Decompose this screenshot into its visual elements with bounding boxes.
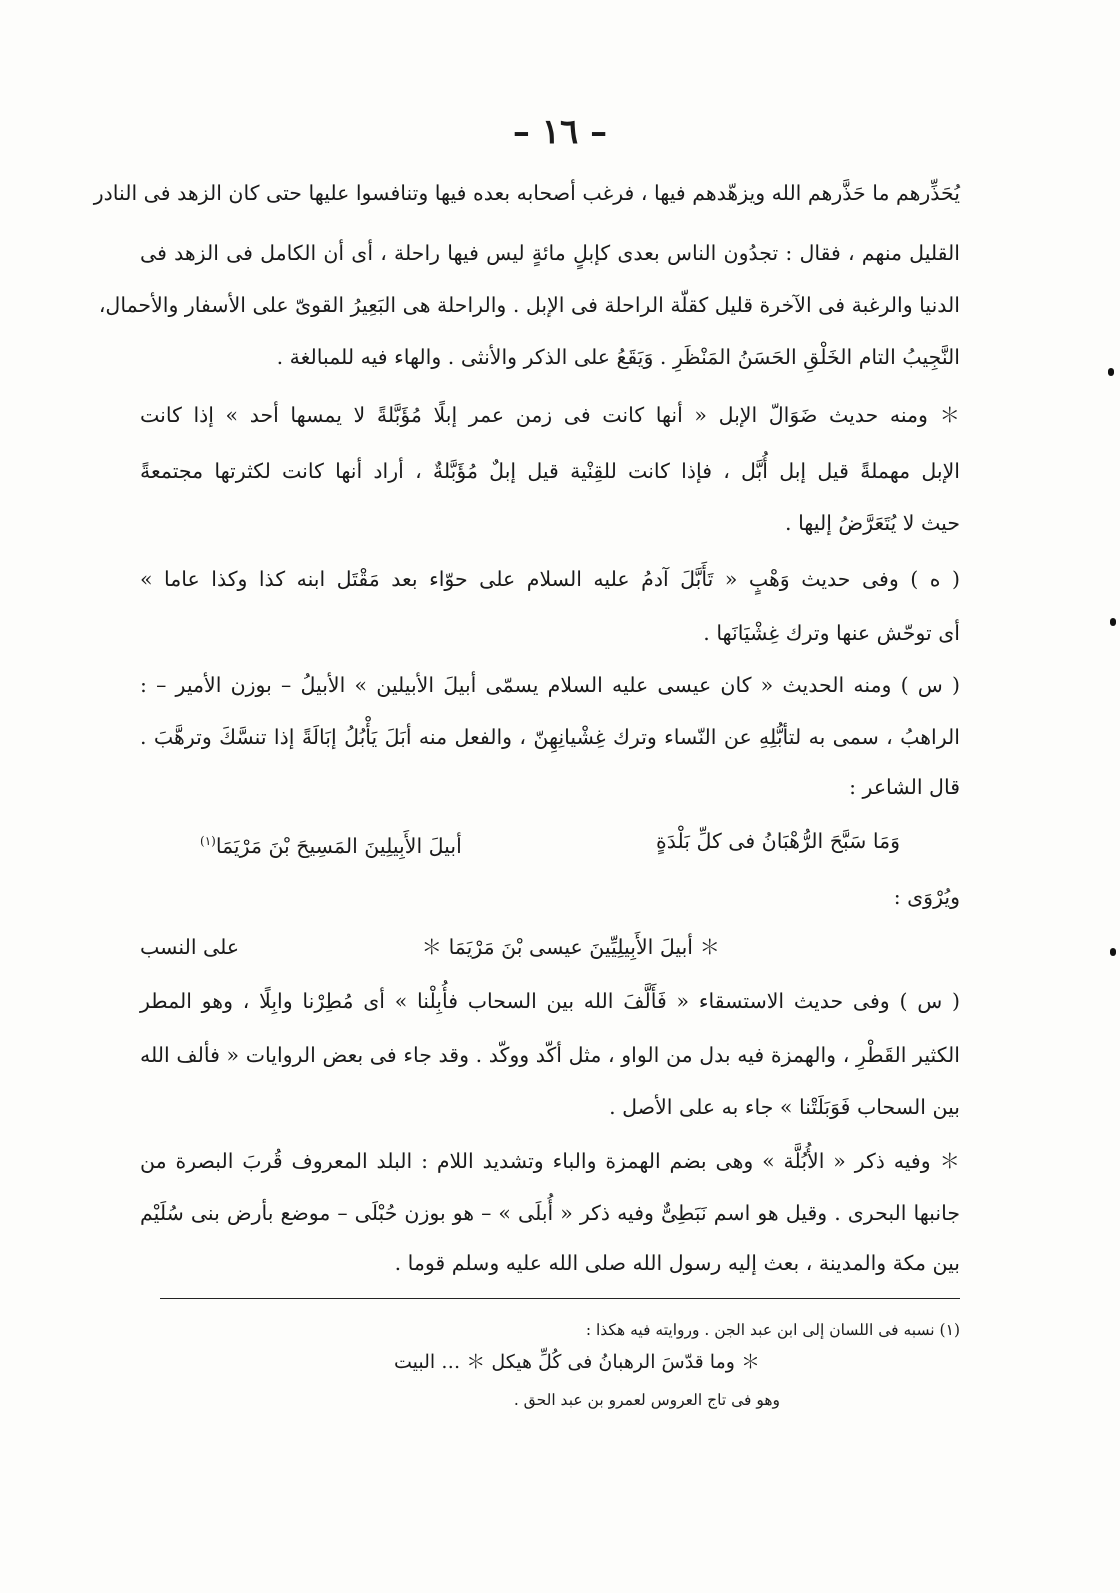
text-line: ＊ وفيه ذكر « الأُبُلَّة » وهى بضم الهمزة والباء وتشديد اللام : البلد المعروف قُربَ البصرة من [140, 1149, 960, 1173]
text-line: القليل منهم ، فقال : تجدُون الناس بعدى كإبلٍ مائةٍ ليس فيها راحلة ، أى أن الكامل فى الزهد فى [140, 241, 960, 265]
text-line: ويُرْوَى : [893, 885, 960, 909]
footnote-line: وهو فى تاج العروس لعمرو بن عبد الحق . [513, 1391, 780, 1409]
footnote-verse: ＊ وما قدّسَ الرهبانُ فى كُلِّ هيكل ＊ … البيت [394, 1351, 760, 1373]
page-number: – ١٦ – [512, 112, 608, 152]
text-line: ( ه ) وفى حديث وَهْبٍ « تَأَبَّلَ آدمُ عليه السلام على حوّاء بعد مَقْتَل ابنه كذا وكذا عاما » [140, 567, 960, 591]
variant-note: على النسب [140, 935, 240, 959]
poem-verse [200, 826, 900, 861]
text-line: الراهبُ ، سمى به لتأبُّلِهِ عن النّساء وترك غِشْيانِهِنّ ، والفعل منه أبَلَ يَأْبُلُ إبَالَةً إذا تنسَّكَ وترهَّبَ . [140, 725, 960, 749]
text-line: النَّجِيبُ التام الخَلْقِ الحَسَنُ المَنْظَرِ . وَيَقَعُ على الذكر والأنثى . والهاء فيه للمبالغة . [276, 345, 960, 369]
text-line: ＊ ومنه حديث ضَوَالّ الإبل « أنها كانت فى زمن عمر إبلًا مُؤَبَّلةً لا يمسها أحد » إذا كانت [140, 403, 960, 427]
text-line: ( س ) ومنه الحديث « كان عيسى عليه السلام يسمّى أبيلَ الأبيلين » الأبيلُ – بوزن الأمير – : [140, 673, 960, 697]
scan-mark [1110, 618, 1116, 626]
footnote-marker: (١) [200, 834, 216, 848]
variant-verse: ＊ أبيلَ الأَبِيلِيِّينَ عيسى بْنَ مَرْيَمَا ＊ [421, 935, 720, 959]
text-line: بين السحاب فَوَبَلَتْنا » جاء به على الأصل . [609, 1095, 960, 1119]
text-line: الكثير القَطْرِ ، والهمزة فيه بدل من الواو ، مثل أكّد ووكّد . وقد جاء فى بعض الروايات « فألف الله [140, 1043, 960, 1067]
text-line: جانبها البحرى . وقيل هو اسم نَبَطِىٌّ وفيه ذكر « أُبلَى » – هو بوزن حُبْلَى – موضع بأرض بنى سُلَيْم [140, 1201, 960, 1225]
verse-hemistich-right: وَمَا سَبَّحَ الرُّهْبَانُ فى كلِّ بَلْدَةٍ [655, 829, 900, 853]
verse-hemistich-left [200, 826, 462, 861]
text-line: حيث لا يُتَعَرَّضُ إليها . [785, 511, 960, 535]
text-line: الإبل مهملةً قيل إبل أُبَّل ، فإذا كانت للقِنْية قيل إبلٌ مُؤَبَّلةٌ ، أراد أنها كانت لكثرتها مجتمعةً [140, 459, 960, 483]
scan-mark [1108, 368, 1114, 376]
text-line: يُحَذِّرهم ما حَذَّرهم الله ويزهّدهم فيها ، فرغب أصحابه بعده فيها وتنافسوا عليها حتى كان الزهد فى النادر [93, 181, 960, 205]
footnote-line: (١) نسبه فى اللسان إلى ابن عبد الجن . وروايته فيه هكذا : [585, 1321, 960, 1339]
text-line: ( س ) وفى حديث الاستسقاء « فَأَلَّفَ الله بين السحاب فأُبِلْنا » أى مُطِرْنا وابِلًا ، وهو المطر [140, 989, 960, 1013]
text-line: أى توحّش عنها وترك غِشْيَانَها . [703, 621, 960, 645]
footnote-rule [160, 1298, 960, 1299]
scan-mark [1110, 948, 1116, 956]
verse-hemistich-left-text: أبيلَ الأَبِيلِينَ المَسِيحَ بْنَ مَرْيَمَا [215, 833, 462, 858]
text-line: قال الشاعر : [849, 775, 960, 799]
text-line: الدنيا والرغبة فى الآخرة قليل كقلّة الراحلة فى الإبل . والراحلة هى البَعِيرُ القوىّ على الأسفار والأحمال، [98, 293, 960, 317]
text-line: بين مكة والمدينة ، بعث إليه رسول الله صلى الله عليه وسلم قوما . [394, 1251, 960, 1275]
